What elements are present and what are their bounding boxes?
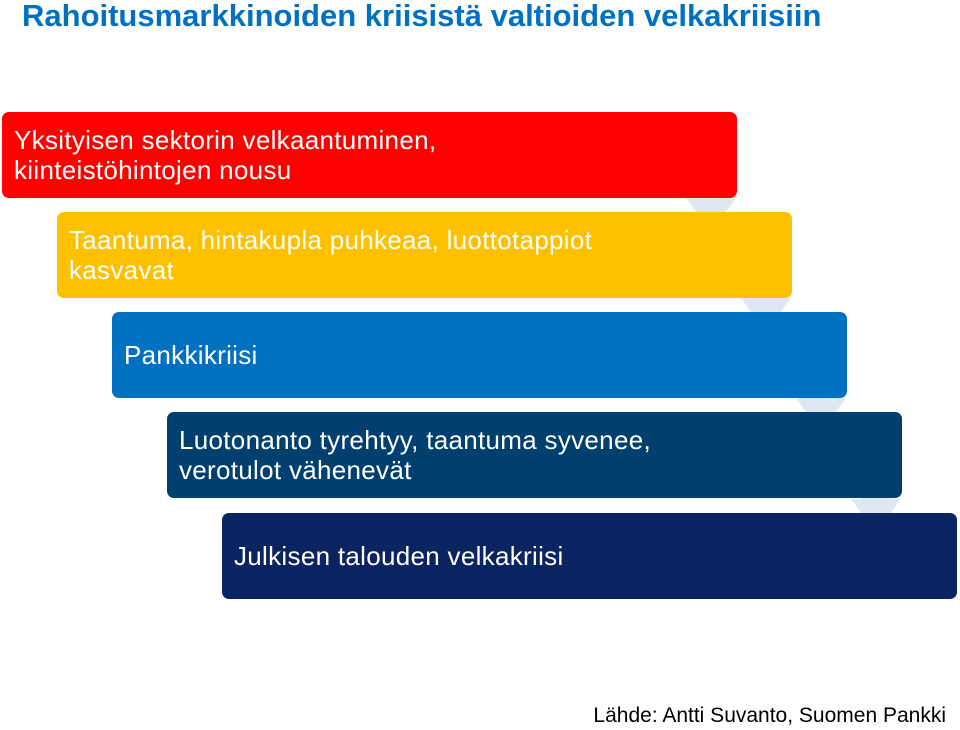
- process-step-banking-crisis: [112, 312, 847, 398]
- process-step-text: [14, 125, 436, 185]
- process-step-line: Pankkikriisi: [124, 340, 258, 370]
- process-step-line: Taantuma, hintakupla puhkeaa, luottotappiot: [69, 225, 593, 255]
- process-step-recession: [57, 212, 792, 298]
- process-step-text: [179, 425, 651, 485]
- process-step-line: Luotonanto tyrehtyy, taantuma syvenee,: [179, 425, 651, 455]
- process-step-credit-crunch: [167, 412, 902, 498]
- process-step-sovereign-debt-crisis: [222, 513, 957, 599]
- process-step-line: kasvavat: [69, 255, 175, 285]
- source-note: Lähde: Antti Suvanto, Suomen Pankki: [593, 704, 946, 727]
- process-step-line: verotulot vähenevät: [179, 455, 412, 485]
- process-step-line: Yksityisen sektorin velkaantuminen,: [14, 125, 437, 155]
- process-step-line: Julkisen talouden velkakriisi: [234, 541, 564, 571]
- process-step-private-debt: [2, 112, 737, 198]
- process-step-text: [234, 541, 564, 571]
- process-step-line: kiinteistöhintojen nousu: [14, 155, 292, 185]
- process-step-text: [124, 340, 258, 370]
- page-title: Rahoitusmarkkinoiden kriisistä valtioiden velkakriisiin: [22, 0, 822, 33]
- process-step-text: [69, 225, 592, 285]
